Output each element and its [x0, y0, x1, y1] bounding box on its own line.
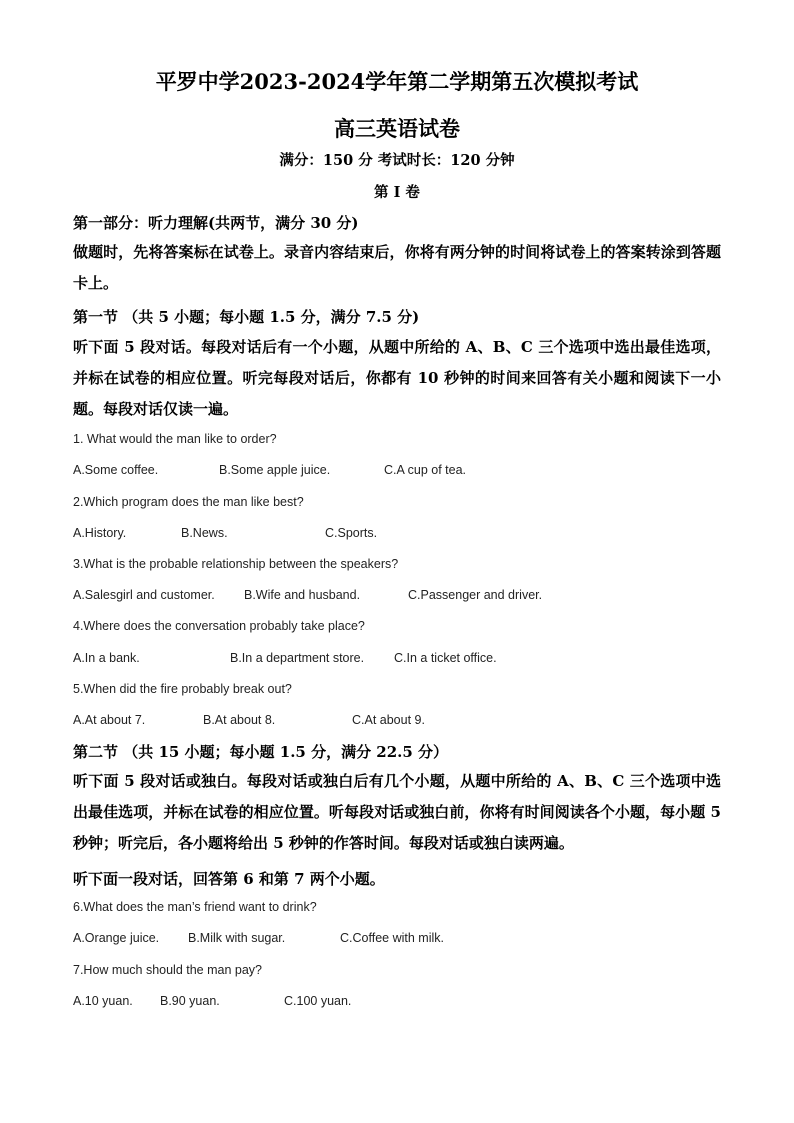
- question-1: 1. What would the man like to order?: [73, 432, 277, 446]
- q5-option-b: B.At about 8.: [203, 713, 276, 727]
- exam-title: 平罗中学2023-2024学年第二学期第五次模拟考试: [155, 69, 639, 94]
- q2-option-c: C.Sports.: [325, 526, 378, 540]
- q3-option-c: C.Passenger and driver.: [408, 588, 543, 602]
- volume-label: 第 I 卷: [374, 184, 420, 201]
- score-info: 满分：150 分 考试时长：120 分钟: [279, 152, 515, 169]
- q2-option-b: B.News.: [181, 526, 228, 540]
- q1-option-b: B.Some apple juice.: [219, 463, 331, 477]
- section2-heading: 第二节 （共 15 小题；每小题 1.5 分，满分 22.5 分）: [73, 743, 449, 761]
- section1-heading: 第一节 （共 5 小题；每小题 1.5 分，满分 7.5 分): [73, 308, 420, 326]
- question-7: 7.How much should the man pay?: [73, 963, 262, 977]
- q4-option-c: C.In a ticket office.: [394, 651, 497, 665]
- q5-option-c: C.At about 9.: [352, 713, 425, 727]
- q6-option-c: C.Coffee with milk.: [340, 931, 444, 945]
- q6-option-b: B.Milk with sugar.: [188, 931, 286, 945]
- question-4: 4.Where does the conversation probably take place?: [73, 619, 365, 633]
- q4-option-a: A.In a bank.: [73, 651, 140, 665]
- q7-option-a: A.10 yuan.: [73, 994, 133, 1008]
- section2-sub-instruction: 听下面一段对话，回答第 6 和第 7 两个小题。: [73, 870, 385, 888]
- q1-option-a: A.Some coffee.: [73, 463, 159, 477]
- section2-instruction: 听下面 5 段对话或独白。每段对话或独白后有几个小题，从题中所给的 A、B、C 三个选项中选出最佳选项，并标在试卷的相应位置。听每段对话或独白前，你将有时间阅读各个小题，每小题 5 秒钟；听完后，各小题将给出 5 秒钟的作答时间。每段对话或独白读两遍。: [73, 772, 721, 852]
- question-6: 6.What does the man’s friend want to drink?: [73, 900, 317, 914]
- q7-option-c: C.100 yuan.: [284, 994, 352, 1008]
- q3-option-b: B.Wife and husband.: [244, 588, 361, 602]
- question-2: 2.Which program does the man like best?: [73, 495, 304, 509]
- question-5: 5.When did the fire probably break out?: [73, 682, 292, 696]
- q1-option-c: C.A cup of tea.: [384, 463, 466, 477]
- q2-option-a: A.History.: [73, 526, 127, 540]
- part1-instruction: 做题时，先将答案标在试卷上。录音内容结束后，你将有两分钟的时间将试卷上的答案转涂到答题卡上。: [73, 243, 721, 292]
- q3-option-a: A.Salesgirl and customer.: [73, 588, 215, 602]
- q7-option-b: B.90 yuan.: [160, 994, 220, 1008]
- exam-subtitle: 高三英语试卷: [334, 116, 460, 141]
- section1-instruction: 听下面 5 段对话。每段对话后有一个小题，从题中所给的 A、B、C 三个选项中选出最佳选项，并标在试卷的相应位置。听完每段对话后，你都有 10 秒钟的时间来回答有关小题和阅读下一小题。每段对话仅读一遍。: [73, 338, 721, 418]
- q5-option-a: A.At about 7.: [73, 713, 146, 727]
- part1-heading: 第一部分：听力理解(共两节，满分 30 分): [73, 214, 359, 232]
- q4-option-b: B.In a department store.: [230, 651, 365, 665]
- question-3: 3.What is the probable relationship between the speakers?: [73, 557, 399, 571]
- q6-option-a: A.Orange juice.: [73, 931, 160, 945]
